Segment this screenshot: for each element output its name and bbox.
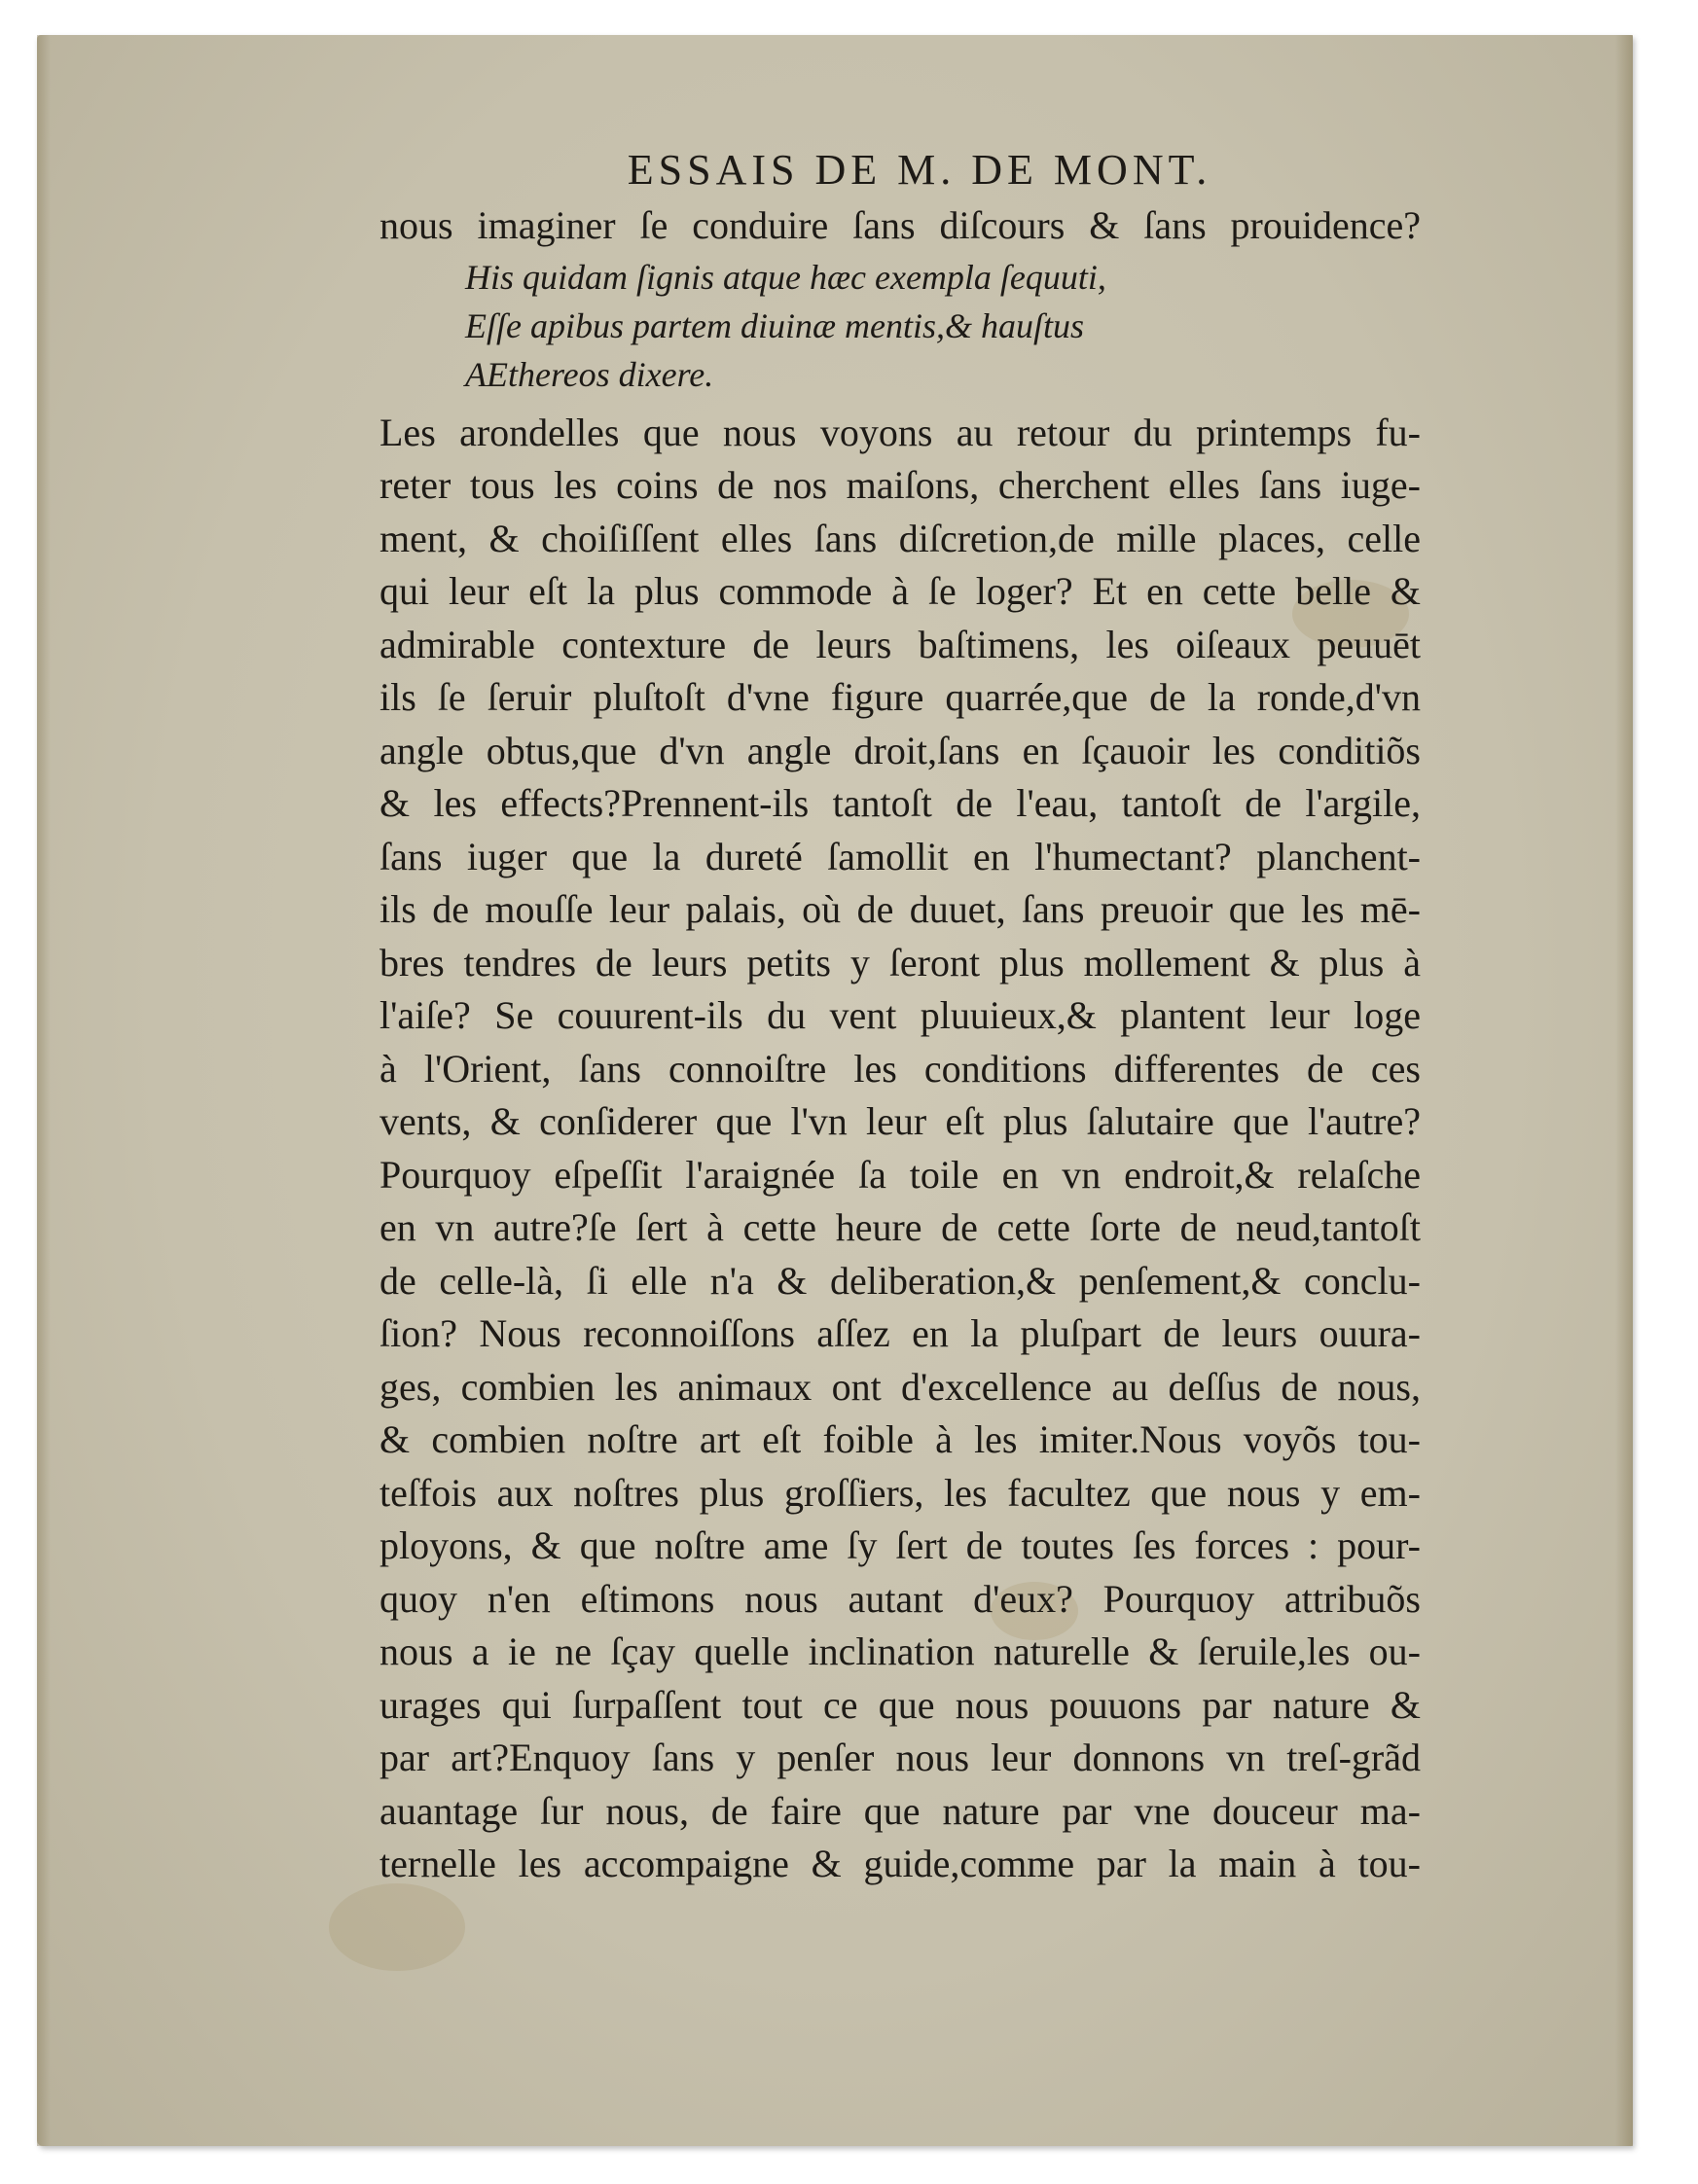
text-line: quoy n'en eſtimons nous autant d'eux? Pourquoy attribuõs — [379, 1576, 1421, 1621]
page-edge-shadow-left — [37, 35, 51, 2146]
text-line: en vn autre?ſe ſert à cette heure de cette ſorte de neud,tantoſt — [379, 1205, 1421, 1249]
text-line: admirable contexture de leurs baſtimens, les oiſeaux peuuēt — [379, 622, 1421, 666]
verse-line: Eſſe apibus partem diuinæ mentis,& hauſtus — [465, 305, 1084, 345]
text-line: nous a ie ne ſçay quelle inclination naturelle & ſeruile,les ou- — [379, 1629, 1421, 1673]
body-paragraph — [379, 407, 1421, 1891]
paper-stain — [329, 1883, 465, 1971]
text-line: bres tendres de leurs petits y ſeront plus mollement & plus à — [379, 940, 1421, 985]
text-line: vents, & conſiderer que l'vn leur eſt plus ſalutaire que l'autre? — [379, 1099, 1421, 1143]
text-line: ils de mouſſe leur palais, où de duuet, ſans preuoir que les mē- — [379, 887, 1421, 931]
text-line: & les effects?Prennent-ils tantoſt de l'eau, tantoſt de l'argile, — [379, 781, 1421, 825]
text-line: auantage ſur nous, de faire que nature par vne douceur ma- — [379, 1788, 1421, 1833]
text-line: ges, combien les animaux ont d'excellence au deſſus de nous, — [379, 1364, 1421, 1409]
text-line: l'aiſe? Se couurent-ils du vent pluuieux,& plantent leur loge — [379, 993, 1421, 1037]
text-line: Pourquoy eſpeſſit l'araignée ſa toile en vn endroit,& relaſche — [379, 1152, 1421, 1197]
text-line: urages qui ſurpaſſent tout ce que nous pouuons par nature & — [379, 1682, 1421, 1727]
latin-verse-quotation — [379, 253, 1421, 399]
text-line: par art?Enquoy ſans y penſer nous leur donnons vn treſ-grãd — [379, 1736, 1421, 1779]
text-line: reter tous les coins de nos maiſons, cherchent elles ſans iuge- — [379, 463, 1421, 507]
text-line: ployons, & que noſtre ame ſy ſert de toutes ſes forces : pour- — [379, 1523, 1421, 1567]
text-line: ils ſe ſeruir pluſtoſt d'vne figure quarrée,que de la ronde,d'vn — [379, 675, 1421, 719]
text-line: teſfois aux noſtres plus groſſiers, les facultez que nous y em- — [379, 1470, 1421, 1515]
text-line: angle obtus,que d'vn angle droit,ſans en ſçauoir les conditiõs — [379, 728, 1421, 772]
text-line: à l'Orient, ſans connoiſtre les conditions differentes de ces — [379, 1046, 1421, 1091]
running-head: ESSAIS DE M. DE MONT. — [627, 146, 1212, 194]
text-line: & combien noſtre art eſt foible à les imiter.Nous voyõs tou- — [379, 1417, 1421, 1461]
text-line: ſans iuger que la dureté ſamollit en l'humectant? planchent- — [379, 834, 1421, 878]
text-line: Les arondelles que nous voyons au retour du printemps fu- — [379, 410, 1421, 454]
verse-line: AEthereos dixere. — [465, 354, 714, 394]
page-edge-shadow-right — [1615, 35, 1633, 2146]
text-line: ternelle les accompaigne & guide,comme par la main à tou- — [379, 1842, 1421, 1885]
text-line: ment, & choiſiſſent elles ſans diſcretion,de mille places, celle — [379, 516, 1421, 560]
text-line: qui leur eſt la plus commode à ſe loger? Et en cette belle & — [379, 569, 1421, 613]
page-text — [379, 141, 1421, 1891]
text-line: nous imaginer ſe conduire ſans diſcours & ſans prouidence? — [379, 203, 1421, 247]
verse-line: His quidam ſignis atque hæc exempla ſequuti, — [465, 257, 1106, 297]
text-line: de celle-là, ſi elle n'a & deliberation,& penſement,& conclu- — [379, 1258, 1421, 1303]
text-line: ſion? Nous reconnoiſſons aſſez en la pluſpart de leurs ouura- — [379, 1311, 1421, 1355]
